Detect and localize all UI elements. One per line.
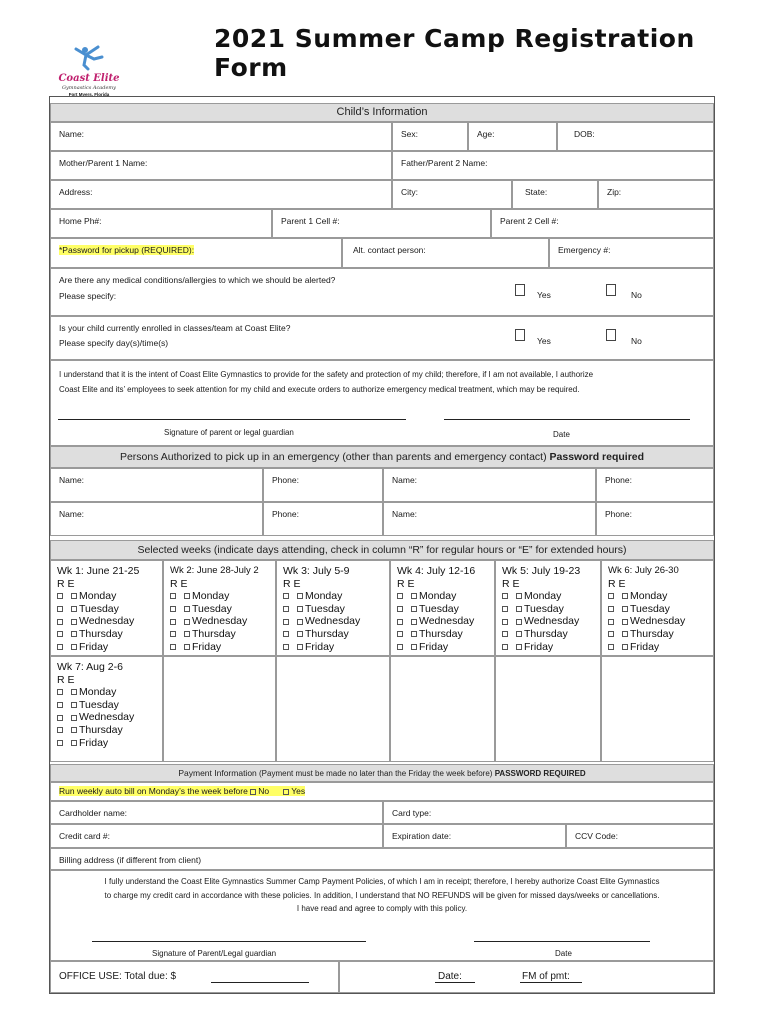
week-6-day-row — [608, 641, 707, 654]
extended-hours-checkbox[interactable] — [297, 631, 303, 637]
day-label: Monday — [305, 590, 343, 603]
empty-week-cell — [163, 656, 276, 762]
child-dob-field[interactable] — [557, 122, 714, 151]
medical-conditions-row — [50, 268, 714, 316]
day-label: Wednesday — [524, 615, 580, 628]
child-sex-field[interactable] — [392, 122, 468, 151]
week-3-day-row — [283, 615, 383, 628]
total-due-line[interactable] — [211, 982, 309, 983]
day-label: Tuesday — [305, 602, 345, 615]
day-label: Monday — [630, 590, 668, 603]
extended-hours-checkbox[interactable] — [516, 593, 522, 599]
pickup-password-field[interactable] — [50, 238, 342, 268]
extended-hours-checkbox[interactable] — [411, 644, 417, 650]
regular-hours-checkbox[interactable] — [57, 740, 63, 746]
expiration-label: Expiration date: — [392, 831, 452, 841]
extended-hours-checkbox[interactable] — [184, 606, 190, 612]
extended-hours-checkbox[interactable] — [516, 619, 522, 625]
home-phone-field[interactable] — [50, 209, 272, 238]
autobill-yes-checkbox[interactable] — [283, 789, 289, 795]
child-name-field[interactable] — [50, 122, 392, 151]
day-label: Monday — [524, 590, 562, 603]
regular-hours-checkbox[interactable] — [502, 606, 508, 612]
empty-week-cell — [390, 656, 495, 762]
policy-line-3: I have read and agree to comply with this policy. — [296, 904, 468, 913]
extended-hours-checkbox[interactable] — [71, 727, 77, 733]
week-4-day-row — [397, 615, 488, 628]
ccv-field[interactable] — [566, 824, 714, 848]
day-label: Friday — [305, 640, 335, 653]
pickup-password-label: *Password for pickup (REQUIRED): — [59, 245, 195, 255]
week-6-day-row — [608, 590, 707, 603]
medical-yes-label: Yes — [537, 290, 551, 300]
medical-yes-checkbox[interactable] — [515, 284, 525, 296]
day-label: Monday — [79, 590, 117, 603]
enrolled-yes-checkbox[interactable] — [515, 329, 525, 341]
cardholder-label: Cardholder name: — [59, 808, 128, 818]
ccv-label: CCV Code: — [575, 831, 618, 841]
logo-location: Fort Myers, Florida — [68, 92, 110, 97]
day-label: Friday — [630, 640, 660, 653]
extended-hours-checkbox[interactable] — [411, 619, 417, 625]
week-2-day-row — [170, 641, 269, 654]
day-label: Wednesday — [192, 615, 248, 628]
extended-hours-checkbox[interactable] — [71, 689, 77, 695]
autobill-no-label: No — [258, 786, 270, 796]
selected-weeks-header: Selected weeks (indicate days attending, check in column “R” for regular hours or “E” for extended hours) — [50, 540, 714, 560]
autobill-no-checkbox[interactable] — [250, 789, 256, 795]
authorized3-name-label: Name: — [59, 509, 85, 519]
week-1-re-header: R E — [57, 577, 75, 590]
coast-elite-logo — [56, 43, 122, 99]
week-4-block — [390, 560, 495, 656]
day-label: Tuesday — [79, 698, 119, 711]
extended-hours-checkbox[interactable] — [71, 740, 77, 746]
child-dob-label: DOB: — [574, 129, 595, 139]
extended-hours-checkbox[interactable] — [297, 593, 303, 599]
day-label: Friday — [79, 736, 109, 749]
authorized4-name-field[interactable] — [383, 502, 596, 536]
extended-hours-checkbox[interactable] — [71, 606, 77, 612]
week-4-re-header: R E — [397, 577, 415, 590]
authorized4-phone-label: Phone: — [605, 509, 632, 519]
week-6-re-header: R E — [608, 577, 626, 590]
extended-hours-checkbox[interactable] — [622, 631, 628, 637]
day-label: Wednesday — [305, 615, 361, 628]
week-3-day-row — [283, 603, 383, 616]
authorized1-phone-field[interactable] — [263, 468, 383, 502]
week-5-day-row — [502, 603, 594, 616]
extended-hours-checkbox[interactable] — [516, 606, 522, 612]
regular-hours-checkbox[interactable] — [397, 644, 403, 650]
week-2-day-row — [170, 590, 269, 603]
extended-hours-checkbox[interactable] — [184, 644, 190, 650]
regular-hours-checkbox[interactable] — [397, 619, 403, 625]
authorized1-name-field[interactable] — [50, 468, 263, 502]
alt-contact-label: Alt. contact person: — [353, 245, 426, 255]
regular-hours-checkbox[interactable] — [283, 644, 289, 650]
week-5-day-row — [502, 615, 594, 628]
city-field[interactable] — [392, 180, 512, 209]
week-4-label: Wk 4: July 12-16 — [397, 565, 476, 577]
extended-hours-checkbox[interactable] — [71, 619, 77, 625]
week-1-day-row — [57, 590, 156, 603]
child-age-field[interactable] — [468, 122, 557, 151]
extended-hours-checkbox[interactable] — [622, 606, 628, 612]
week-7-day-row — [57, 724, 156, 737]
extended-hours-checkbox[interactable] — [71, 631, 77, 637]
autobill-highlight — [59, 786, 305, 796]
father-name-label: Father/Parent 2 Name: — [401, 158, 488, 168]
week-7-day-row — [57, 711, 156, 724]
address-label: Address: — [59, 187, 93, 197]
parent1-cell-label: Parent 1 Cell #: — [281, 216, 340, 226]
office-fm-pmt-line[interactable] — [520, 982, 582, 983]
day-label: Tuesday — [79, 602, 119, 615]
regular-hours-checkbox[interactable] — [57, 631, 63, 637]
day-label: Friday — [419, 640, 449, 653]
week-1-day-row — [57, 641, 156, 654]
regular-hours-checkbox[interactable] — [170, 644, 176, 650]
state-label: State: — [525, 187, 548, 197]
week-6-day-row — [608, 628, 707, 641]
regular-hours-checkbox[interactable] — [170, 619, 176, 625]
state-field[interactable] — [512, 180, 598, 209]
empty-week-cell — [495, 656, 601, 762]
regular-hours-checkbox[interactable] — [608, 606, 614, 612]
authorized2-name-field[interactable] — [383, 468, 596, 502]
logo-name: Coast Elite — [58, 73, 120, 84]
extended-hours-checkbox[interactable] — [71, 702, 77, 708]
autobill-row — [50, 782, 714, 801]
week-5-re-header: R E — [502, 577, 520, 590]
week-3-re-header: R E — [283, 577, 301, 590]
parent2-cell-label: Parent 2 Cell #: — [500, 216, 559, 226]
mother-name-label: Mother/Parent 1 Name: — [59, 158, 148, 168]
gymnast-figure-icon — [72, 43, 106, 71]
emergency-number-label: Emergency #: — [558, 245, 611, 255]
consent-date-caption: Date — [553, 430, 570, 439]
parent2-cell-field[interactable] — [491, 209, 714, 238]
regular-hours-checkbox[interactable] — [283, 631, 289, 637]
authorized-header-text: Persons Authorized to pick up in an emergency (other than parents and emergency contact) — [119, 451, 547, 463]
week-5-block — [495, 560, 601, 656]
day-label: Thursday — [419, 627, 463, 640]
regular-hours-checkbox[interactable] — [57, 715, 63, 721]
authorized2-phone-label: Phone: — [605, 475, 632, 485]
regular-hours-checkbox[interactable] — [608, 593, 614, 599]
consent-signature-caption: Signature of parent or legal guardian — [164, 428, 294, 437]
extended-hours-checkbox[interactable] — [184, 593, 190, 599]
day-label: Thursday — [192, 627, 236, 640]
day-label: Wednesday — [630, 615, 686, 628]
city-label: City: — [401, 187, 418, 197]
week-4-day-row — [397, 641, 488, 654]
regular-hours-checkbox[interactable] — [608, 631, 614, 637]
day-label: Friday — [79, 640, 109, 653]
office-total-due-field[interactable] — [50, 961, 339, 993]
address-field[interactable] — [50, 180, 392, 209]
week-7-label: Wk 7: Aug 2-6 — [57, 661, 123, 673]
week-1-label: Wk 1: June 21-25 — [57, 565, 140, 577]
regular-hours-checkbox[interactable] — [57, 593, 63, 599]
authorized2-phone-field[interactable] — [596, 468, 714, 502]
payment-title: Payment Information — [178, 768, 257, 778]
zip-label: Zip: — [607, 187, 622, 197]
payment-date-line[interactable] — [474, 941, 650, 942]
regular-hours-checkbox[interactable] — [283, 619, 289, 625]
week-5-day-row — [502, 641, 594, 654]
child-name-label: Name: — [59, 129, 85, 139]
billing-address-label: Billing address (if different from client) — [59, 855, 202, 865]
payment-title-note: (Payment must be made no later than the Friday the week before) — [256, 769, 495, 778]
regular-hours-checkbox[interactable] — [57, 702, 63, 708]
regular-hours-checkbox[interactable] — [397, 593, 403, 599]
mother-name-field[interactable] — [50, 151, 392, 180]
week-7-day-row — [57, 737, 156, 750]
office-payment-field — [339, 961, 714, 993]
child-age-label: Age: — [477, 129, 495, 139]
week-6-block — [601, 560, 714, 656]
day-label: Thursday — [524, 627, 568, 640]
logo-subtitle: Gymnastics Academy — [61, 85, 116, 91]
card-type-label: Card type: — [392, 808, 432, 818]
authorized3-phone-field[interactable] — [263, 502, 383, 536]
card-number-label: Credit card #: — [59, 831, 111, 841]
week-1-day-row — [57, 628, 156, 641]
payment-title-bold: PASSWORD REQUIRED — [494, 769, 586, 778]
extended-hours-checkbox[interactable] — [411, 631, 417, 637]
day-label: Tuesday — [630, 602, 670, 615]
week-7-block — [50, 656, 163, 762]
office-total-due-label: OFFICE USE: Total due: $ — [59, 971, 177, 982]
medical-no-label: No — [631, 290, 642, 300]
authorized-header-bold: Password required — [546, 451, 645, 463]
regular-hours-checkbox[interactable] — [608, 619, 614, 625]
week-4-day-row — [397, 603, 488, 616]
week-3-day-row — [283, 590, 383, 603]
day-label: Wednesday — [79, 711, 135, 724]
extended-hours-checkbox[interactable] — [71, 644, 77, 650]
day-label: Friday — [524, 640, 554, 653]
extended-hours-checkbox[interactable] — [622, 644, 628, 650]
authorized2-name-label: Name: — [392, 475, 418, 485]
parent1-cell-field[interactable] — [272, 209, 491, 238]
week-5-day-row — [502, 628, 594, 641]
extended-hours-checkbox[interactable] — [516, 631, 522, 637]
week-7-re-header: R E — [57, 673, 75, 686]
extended-hours-checkbox[interactable] — [411, 593, 417, 599]
week-3-day-row — [283, 628, 383, 641]
payment-policy-block — [50, 870, 714, 961]
regular-hours-checkbox[interactable] — [170, 631, 176, 637]
zip-field[interactable] — [598, 180, 714, 209]
extended-hours-checkbox[interactable] — [184, 631, 190, 637]
consent-line-2: Coast Elite and its’ employees to seek attention for my child and execute orders to authorize emergency medical treatment, which may be required. — [59, 385, 580, 394]
regular-hours-checkbox[interactable] — [57, 619, 63, 625]
office-date-label: Date: — [438, 971, 462, 982]
regular-hours-checkbox[interactable] — [283, 606, 289, 612]
week-2-day-row — [170, 628, 269, 641]
medical-question: Are there any medical conditions/allergies to which we should be alerted? — [59, 275, 336, 285]
payment-header — [50, 764, 714, 782]
day-label: Monday — [192, 590, 230, 603]
week-3-label: Wk 3: July 5-9 — [283, 565, 350, 577]
medical-no-checkbox[interactable] — [606, 284, 616, 296]
extended-hours-checkbox[interactable] — [622, 593, 628, 599]
consent-line-1: I understand that it is the intent of Coast Elite Gymnastics to provide for the safety and protection of my child; therefore, if I am not available, I authorize — [59, 370, 594, 379]
authorized4-name-label: Name: — [392, 509, 418, 519]
week-4-day-row — [397, 628, 488, 641]
week-6-day-row — [608, 603, 707, 616]
authorized-persons-header — [50, 446, 714, 468]
regular-hours-checkbox[interactable] — [397, 606, 403, 612]
week-2-label: Wk 2: June 28-July 2 — [170, 565, 259, 576]
week-3-day-row — [283, 641, 383, 654]
authorized3-phone-label: Phone: — [272, 509, 299, 519]
week-1-day-row — [57, 615, 156, 628]
autobill-yes-label: Yes — [291, 786, 306, 796]
medical-consent-block — [50, 360, 714, 446]
regular-hours-checkbox[interactable] — [502, 619, 508, 625]
extended-hours-checkbox[interactable] — [622, 619, 628, 625]
regular-hours-checkbox[interactable] — [502, 631, 508, 637]
day-label: Thursday — [305, 627, 349, 640]
day-label: Wednesday — [419, 615, 475, 628]
week-6-label: Wk 6: July 26-30 — [608, 565, 679, 576]
policy-line-2: to charge my credit card in accordance with these policies. In addition, I understand that NO REFUNDS will be given for missed days/weeks or cancellations. — [104, 890, 660, 900]
week-2-re-header: R E — [170, 577, 188, 590]
consent-date-line[interactable] — [444, 419, 690, 420]
extended-hours-checkbox[interactable] — [297, 606, 303, 612]
regular-hours-checkbox[interactable] — [57, 644, 63, 650]
regular-hours-checkbox[interactable] — [57, 606, 63, 612]
week-4-day-row — [397, 590, 488, 603]
card-type-field[interactable] — [383, 801, 714, 824]
alt-contact-field[interactable] — [342, 238, 549, 268]
authorized1-name-label: Name: — [59, 475, 85, 485]
regular-hours-checkbox[interactable] — [57, 689, 63, 695]
office-fm-pmt-label: FM of pmt: — [522, 971, 570, 982]
week-5-day-row — [502, 590, 594, 603]
payment-signature-caption: Signature of Parent/Legal guardian — [152, 949, 277, 958]
form-title: 2021 Summer Camp Registration Form — [214, 24, 695, 82]
authorized3-name-field[interactable] — [50, 502, 263, 536]
expiration-field[interactable] — [383, 824, 566, 848]
day-label: Thursday — [79, 723, 123, 736]
cardholder-field[interactable] — [50, 801, 383, 824]
child-info-header: Child’s Information — [50, 103, 714, 122]
home-phone-label: Home Ph#: — [59, 216, 102, 226]
consent-signature-line[interactable] — [58, 419, 406, 420]
extended-hours-checkbox[interactable] — [516, 644, 522, 650]
payment-signature-line[interactable] — [92, 941, 366, 942]
week-1-block — [50, 560, 163, 656]
empty-week-cell — [276, 656, 390, 762]
empty-week-cell — [601, 656, 714, 762]
extended-hours-checkbox[interactable] — [71, 593, 77, 599]
card-number-field[interactable] — [50, 824, 383, 848]
day-label: Monday — [419, 590, 457, 603]
enrollment-row — [50, 316, 714, 360]
emergency-number-field[interactable] — [549, 238, 714, 268]
registration-form — [49, 96, 715, 994]
week-1-day-row — [57, 603, 156, 616]
week-2-block — [163, 560, 276, 656]
child-sex-label: Sex: — [401, 129, 419, 139]
enrolled-no-label: No — [631, 336, 642, 346]
father-name-field[interactable] — [392, 151, 714, 180]
day-label: Thursday — [630, 627, 674, 640]
extended-hours-checkbox[interactable] — [297, 644, 303, 650]
regular-hours-checkbox[interactable] — [502, 644, 508, 650]
week-3-block — [276, 560, 390, 656]
day-label: Tuesday — [419, 602, 459, 615]
week-7-day-row — [57, 699, 156, 712]
week-5-label: Wk 5: July 19-23 — [502, 565, 581, 577]
extended-hours-checkbox[interactable] — [71, 715, 77, 721]
extended-hours-checkbox[interactable] — [184, 619, 190, 625]
enrolled-no-checkbox[interactable] — [606, 329, 616, 341]
week-6-day-row — [608, 615, 707, 628]
regular-hours-checkbox[interactable] — [608, 644, 614, 650]
week-2-day-row — [170, 615, 269, 628]
billing-address-field[interactable] — [50, 848, 714, 870]
authorized4-phone-field[interactable] — [596, 502, 714, 536]
enrollment-question: Is your child currently enrolled in classes/team at Coast Elite? — [59, 323, 291, 333]
policy-line-1: I fully understand the Coast Elite Gymnastics Summer Camp Payment Policies, of which I am in receipt; therefore, I hereby authorize Coast Elite Gymnastics — [104, 877, 660, 886]
regular-hours-checkbox[interactable] — [283, 593, 289, 599]
regular-hours-checkbox[interactable] — [397, 631, 403, 637]
medical-specify-label[interactable]: Please specify: — [59, 291, 117, 301]
week-7-day-row — [57, 686, 156, 699]
day-label: Wednesday — [79, 615, 135, 628]
day-label: Tuesday — [192, 602, 232, 615]
office-date-line[interactable] — [435, 982, 475, 983]
payment-date-caption: Date — [555, 949, 572, 958]
regular-hours-checkbox[interactable] — [502, 593, 508, 599]
regular-hours-checkbox[interactable] — [170, 593, 176, 599]
enrolled-yes-label: Yes — [537, 336, 551, 346]
authorized1-phone-label: Phone: — [272, 475, 299, 485]
enrollment-specify-label[interactable]: Please specify day(s)/time(s) — [59, 338, 169, 348]
regular-hours-checkbox[interactable] — [57, 727, 63, 733]
extended-hours-checkbox[interactable] — [297, 619, 303, 625]
day-label: Monday — [79, 686, 117, 699]
regular-hours-checkbox[interactable] — [170, 606, 176, 612]
day-label: Thursday — [79, 627, 123, 640]
day-label: Friday — [192, 640, 222, 653]
extended-hours-checkbox[interactable] — [411, 606, 417, 612]
week-2-day-row — [170, 603, 269, 616]
autobill-label: Run weekly auto bill on Monday’s the week before — [59, 786, 248, 796]
day-label: Tuesday — [524, 602, 564, 615]
